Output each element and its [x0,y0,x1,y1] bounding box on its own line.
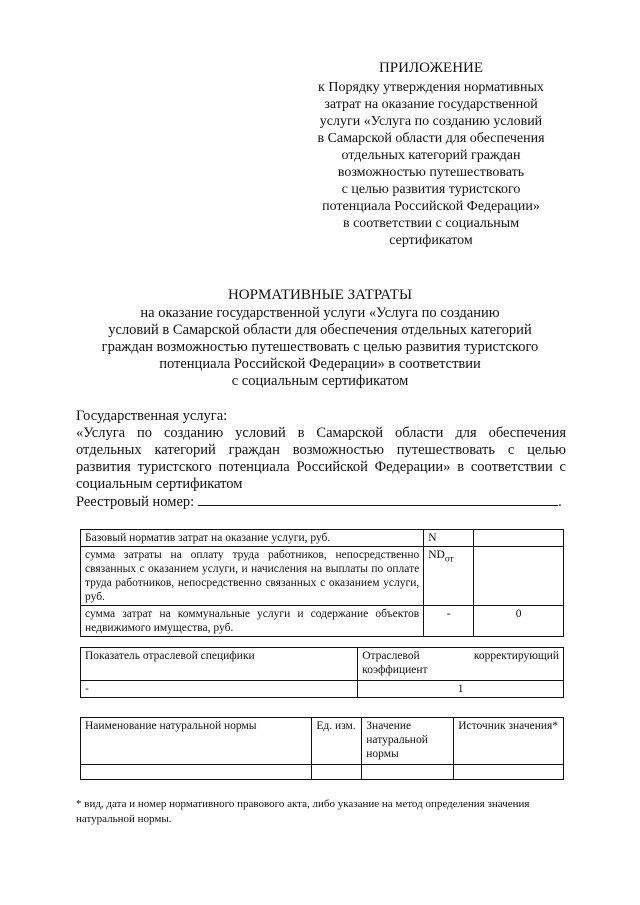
costs-table [80,529,564,637]
service-text-line: отдельных категорий граждан возможностью путешествовать с целью [76,442,566,458]
appendix-line: отдельных категорий граждан [341,148,521,163]
appendix-line: затрат на оказание государственной [324,97,538,112]
header-word: корректирующий [473,650,559,662]
page-title: НОРМАТИВНЫЕ ЗАТРАТЫ [227,287,413,303]
appendix-block [300,60,562,249]
table-row [81,765,564,780]
service-text-line: развития туристского потенциала Российской Федерации» в соответствии с [76,459,566,475]
document-heading [70,287,570,390]
appendix-line: к Порядку утверждения нормативных [318,80,544,95]
registry-end: . [558,494,562,510]
table-cell: N [424,530,474,547]
appendix-line: потенциала Российской Федерации» [322,199,540,214]
table-header-cell [358,648,564,681]
table-cell [474,530,564,547]
table-row [81,681,564,698]
table-header-cell: Источник значения* [454,718,564,765]
table-cell [312,765,362,780]
table-cell: 0 [474,606,564,637]
table-cell [454,765,564,780]
registry-row [76,493,566,511]
appendix-line: в Самарской области для обеспечения [317,131,545,146]
symbol-subscript: от [444,553,454,565]
header-text-line: коэффициент [362,664,428,676]
heading-line: граждан возможностью путешествовать с целью развития туристского [101,339,539,355]
registry-number-field [198,493,558,506]
header-text-line [362,649,559,663]
appendix-line: услуги «Услуга по созданию условий [319,114,543,129]
table-header-cell: Значение натуральной нормы [362,718,454,765]
table-cell [362,765,454,780]
appendix-line: возможностью путешествовать [337,165,525,180]
table-cell: 1 [358,681,564,698]
registry-label: Реестровый номер: [76,494,195,510]
appendix-line: сертификатом [389,233,473,248]
table-cell [81,765,312,780]
table-header-cell: Ед. изм. [312,718,362,765]
table-row [81,648,564,681]
service-label: Государственная услуга: [76,408,228,424]
coefficient-table [80,647,564,698]
natural-norms-table [80,717,564,780]
heading-line: условий в Самарской области для обеспечения отдельных категорий [108,322,532,338]
table-cell [474,547,564,606]
header-word: Отраслевой [362,650,420,662]
heading-line: на оказание государственной услуги «Услуга по созданию [140,305,500,321]
symbol-text: ND [428,549,445,561]
service-text-line: «Услуга по созданию условий в Самарской области для обеспечения [76,425,566,441]
table-cell: Базовый норматив затрат на оказание услуги, руб. [81,530,424,547]
table-cell: сумма затрат на коммунальные услуги и содержание объектов недвижимого имущества, руб. [81,606,424,637]
service-section [76,408,566,511]
footnote: * вид, дата и номер нормативного правового акта, либо указание на метод определения значения натуральной нормы. [76,798,530,825]
table-header-cell: Показатель отраслевой специфики [81,648,358,681]
heading-line: потенциала Российской Федерации» в соответствии [159,356,481,372]
table-cell: - [424,606,474,637]
table-row [81,718,564,765]
heading-line: с социальным сертификатом [231,373,409,389]
service-text-line: социальным сертификатом [76,476,243,492]
table-header-cell: Наименование натуральной нормы [81,718,312,765]
table-row [81,530,564,547]
appendix-line: в соответствии с социальным [342,216,520,231]
table-cell [424,547,474,606]
appendix-title: ПРИЛОЖЕНИЕ [378,60,484,76]
table-row [81,547,564,606]
table-cell: - [81,681,358,698]
table-row [81,606,564,637]
table-cell: сумма затраты на оплату труда работников, непосредственно связанных с оказанием услуги, и начисления на выплаты по оплате труда работников, непосредственно связанных с оказанием услуги, руб. [81,547,424,606]
appendix-line: с целью развития туристского [341,182,521,197]
